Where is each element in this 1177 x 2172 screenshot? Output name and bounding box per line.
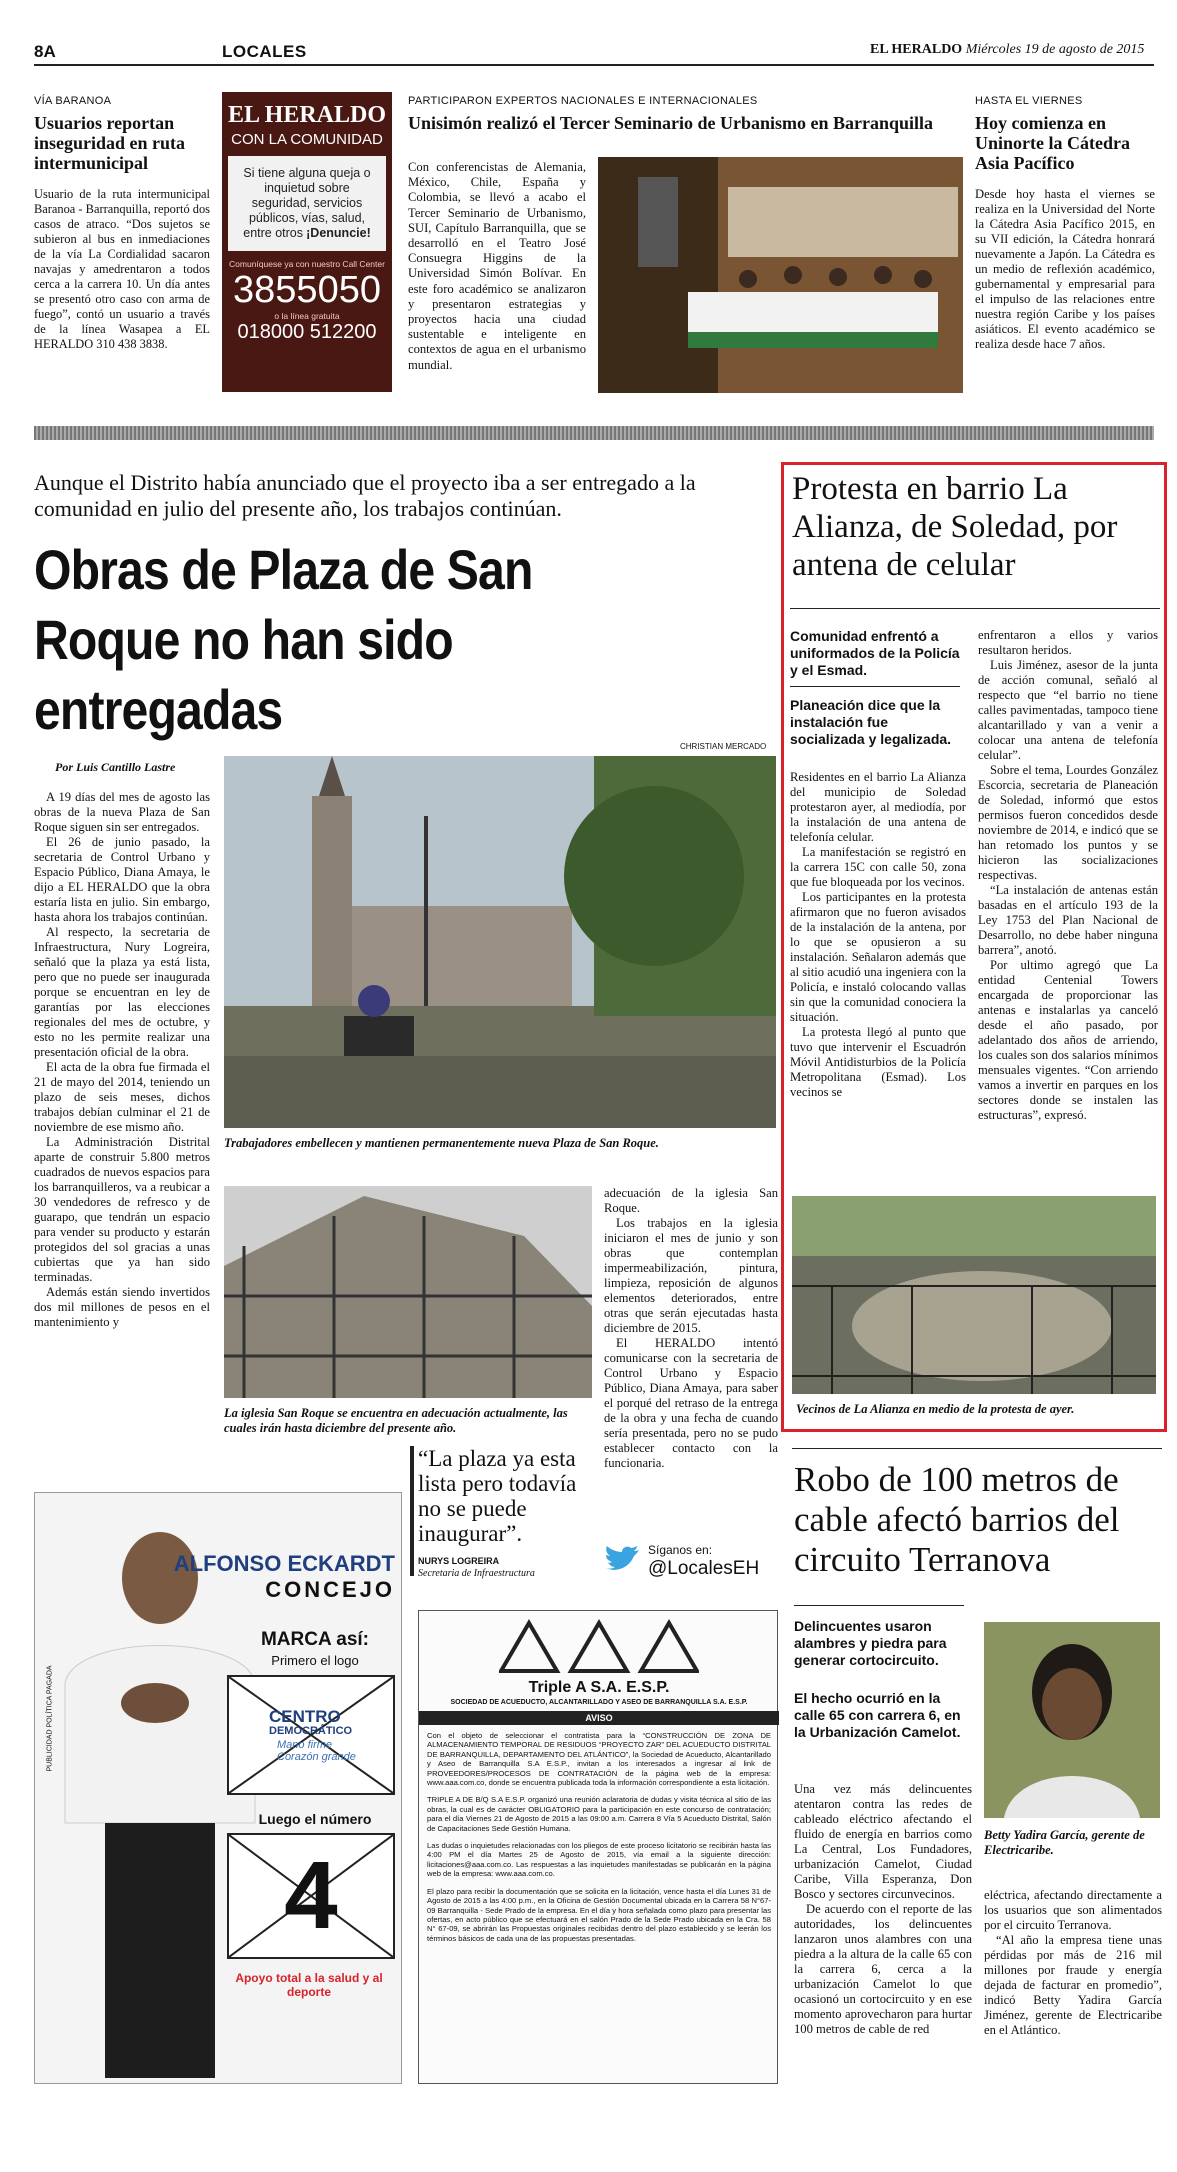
paragraph: Además están siendo invertidos dos mil millones de pesos en el mantenimiento y (34, 1285, 210, 1329)
masthead-date-line (870, 42, 1144, 58)
section-separator (34, 426, 1154, 440)
headline: Unisimón realizó el Tercer Seminario de Urbanismo en Barranquilla (408, 113, 934, 133)
seminar-photo-art (598, 157, 963, 393)
robo-sub2: El hecho ocurrió en la calle 65 con carrera 6, en la Urbanización Camelot. (794, 1690, 961, 1740)
aaa-logo-icon (499, 1619, 699, 1675)
robo-col2 (984, 1888, 1162, 2038)
page-number: 8A (34, 42, 56, 61)
paragraph: Luis Jiménez, asesor de la junta de acción comunal, señaló al respecto que “el barrio no tiene calles pavimentadas, tampoco tiene alcantarillado y van a venir a colocar una antena de telefonía celular”. (978, 658, 1158, 762)
paragraph: A 19 días del mes de agosto las obras de la nueva Plaza de San Roque siguen sin ser entregados. (34, 790, 210, 834)
kicker: HASTA EL VIERNES (975, 95, 1083, 107)
aaa-paragraph: Con el objeto de seleccionar el contratista para la “CONSTRUCCIÓN DE ZONA DE ALMACENAMIENTO TEMPORAL DE RESIDUOS “PROYECTO ZAR” DEL ACUEDUCTO DISTRITAL DE BARRANQUILLA, DEPARTAMENTO DEL ATLÁNTICO”, la Sociedad de Acueducto, Alcantarillado y Aseo de Barranquilla S.A E.S.P., invitan a los interesados a ingresar al link de PROVEEDORES/PROCESOS DE CONTRATACIÓN de la página web de la empresa: www.aaa.com.co, donde se encuentra publicada toda la información correspondiente a esta licitación. (427, 1731, 771, 1788)
protesta-photo (792, 1196, 1156, 1394)
paragraph: eléctrica, afectando directamente a los usuarios que son alimentados por el circuito Terranova. (984, 1888, 1162, 1932)
paragraph: Los trabajos en la iglesia iniciaron el mes de junio y son obras que contemplan impermeabilización, pintura, limpieza, reposición de algunos elementos deteriorados, entre otras que serán ejecutadas hasta diciembre de 2015. (604, 1216, 778, 1335)
protesta-rule (790, 608, 1160, 609)
protesta-col1 (790, 770, 966, 1100)
ad-text: Si tiene alguna queja o inquietud sobre seguridad, servicios públicos, vías, salud, entre otros (243, 166, 371, 240)
ad-title: EL HERALDO (227, 102, 387, 128)
ad-slogan1: Mano firme (277, 1739, 333, 1751)
protesta-col2 (978, 628, 1158, 1123)
ad-side-note: PUBLICIDAD POLÍTICA PAGADA (46, 1665, 54, 1772)
paragraph: “Al año la empresa tiene unas pérdidas por más de 216 mil millones por fraude y energía dejada de facturar en promedio”, indicó Betty Yadira García Jiménez, gerente de Electricaribe en el Atlántico. (984, 1933, 1162, 2037)
byline: Por Luis Cantillo Lastre (55, 760, 176, 774)
church-caption: La iglesia San Roque se encuentra en adecuación actualmente, las cuales irán hasta diciembre del presente año. (224, 1406, 568, 1435)
ad-office: CONCEJO (265, 1577, 395, 1602)
ad-political (34, 1492, 402, 2084)
ad-cta: ¡Denuncie! (306, 226, 371, 240)
brand-name: EL HERALDO (870, 42, 963, 57)
ad-party2: DEMOCRÁTICO (269, 1725, 353, 1737)
ad-marca: MARCA así: (260, 1629, 370, 1650)
paragraph: La protesta llegó al punto que tuvo que intervenir el Escuadrón Móvil Antidisturbios de la Policía Metropolitana (Esmad). Los vecinos se (790, 1025, 966, 1099)
paragraph: El 26 de junio pasado, la secretaria de Control Urbano y Espacio Público, Diana Amaya, le dijo a EL HERALDO que la obra estaría lista en julio. Sin embargo, hasta ahora los trabajos continúan. (34, 835, 210, 924)
paragraph: Por ultimo agregó que La entidad Centenial Towers encargada de proporcionar las antenas e instalarlas ya canceló desde el año pasado, por adelantado dos años de arriendo, los cuales son dos salarios mínimos mensuales vigentes. “Con arriendo vamos a invertir en parques en los sectores donde se instalen las estructuras”, expresó. (978, 958, 1158, 1122)
quote-role: Secretaria de Infraestructura (418, 1568, 535, 1579)
paragraph: El acta de la obra fue firmada el 21 de mayo del 2014, teniendo un plazo de seis meses, dichos trabajos debían culminar el 21 de noviembre de ese mismo año. (34, 1060, 210, 1134)
protesta-sub-rule (790, 686, 960, 687)
protesta-headline: Protesta en barrio La Alianza, de Soledad, por antena de celular (792, 471, 1118, 583)
aaa-paragraph: TRIPLE A DE B/Q S.A E.S.P. organizó una reunión aclaratoria de dudas y visita técnica al sitio de las obras, la cual es de carácter OBLIGATORIO para la participación en este concurso de contratación; para el día Viernes 21 de Agosto de 2015 a las 09:00 a.m. Carrera 8 Vía 5 Acueducto Distrital, Salón de Capacitaciones Sede Gestión Humana. (427, 1795, 771, 1833)
ad-heraldo-comunidad (222, 92, 392, 392)
protesta-caption: Vecinos de La Alianza en medio de la protesta de ayer. (796, 1402, 1075, 1416)
issue-date: Miércoles 19 de agosto de 2015 (965, 42, 1145, 57)
main-deck: Aunque el Distrito había anunciado que el proyecto iba a ser entregado a la comunidad en julio del presente año, los trabajos continúan. (34, 470, 696, 521)
aaa-body (427, 1731, 771, 1943)
ad-luego: Luego el número (258, 1811, 372, 1827)
church-photo (224, 1186, 592, 1398)
robo-col1 (794, 1782, 972, 2037)
ad-subtitle: CON LA COMUNIDAD (231, 131, 383, 148)
headline: Usuarios reportan inseguridad en ruta intermunicipal (34, 113, 186, 173)
kicker: PARTICIPARON EXPERTOS NACIONALES E INTERNACIONALES (408, 95, 758, 107)
header-rule (34, 64, 1154, 66)
aaa-tagline: SOCIEDAD DE ACUEDUCTO, ALCANTARILLADO Y ASEO DE BARRANQUILLA S.A. E.S.P. (450, 1699, 748, 1706)
main-headline: Obras de Plaza de San Roque no han sido entregadas (34, 538, 533, 741)
twitter-bird-icon (604, 1546, 640, 1574)
ad-text-box (228, 156, 386, 251)
paragraph: enfrentaron a ellos y varios resultaron heridos. (978, 628, 1158, 657)
photo-credit: CHRISTIAN MERCADO (680, 742, 767, 751)
pull-quote: “La plaza ya esta lista pero todavía no se puede inaugurar”. (418, 1446, 577, 1546)
seminar-photo (598, 157, 963, 393)
ad-footer: Apoyo total a la salud y al deporte (235, 1971, 383, 1999)
ad-slogan2: Corazón grande (277, 1751, 356, 1763)
paragraph: Los participantes en la protesta afirmaron que no fueron avisados de la instalación de la antena, por lo que se opusieron a su instalación. Señalaron además que al sitio acudió una ingeniera con la Policía, e instaló colocando vallas sin que la comunidad conociera la situación. (790, 890, 966, 1024)
main-col3 (604, 1186, 778, 1471)
aaa-aviso: AVISO (419, 1711, 779, 1725)
ad-call-label: Comuníquese ya con nuestro Call Center (229, 259, 385, 269)
ad-number-box (227, 1833, 395, 1959)
kicker: VÍA BARANOA (34, 95, 112, 107)
betty-caption: Betty Yadira García, gerente de Electricaribe. (984, 1828, 1145, 1857)
aaa-brand: Triple A S.A. E.S.P. (528, 1679, 670, 1696)
protesta-sub2: Planeación dice que la instalación fue socializada y legalizada. (790, 697, 952, 747)
paragraph: adecuación de la iglesia San Roque. (604, 1186, 778, 1215)
ad-primero: Primero el logo (271, 1653, 359, 1668)
paragraph: La Administración Distrital aparte de construir 5.800 metros cuadrados de nuevos espacios para los barranquilleros, va a reubicar a 30 vendedores de refresco y de guarapo, que tendrán un espacio para vender su producto y estarán protegidos del sol gracias a unas cubiertas que ya han sido terminadas. (34, 1135, 210, 1284)
story-baranoa (34, 95, 210, 352)
betty-photo-art (984, 1622, 1160, 1818)
story-body: Desde hoy hasta el viernes se realiza en la Universidad del Norte la Cátedra Asia Pacífico 2015, en su VII edición, la Cátedra honrará nuevamente a Japón. La Cátedra es un medio de reflexión académico, gubernamental y empresarial para el impulso de las relaciones entre nuestra región Caribe y los países asiáticos. El evento académico se realiza desde hace 7 años. (975, 187, 1155, 351)
paragraph: “La instalación de antenas están basadas en el artículo 193 de la Ley 1753 del Plan Nacional de Desarrollo, no debe haber ninguna barrera”, anotó. (978, 883, 1158, 957)
section-title: LOCALES (222, 42, 307, 61)
quote-rule (410, 1446, 414, 1576)
paragraph: Sobre el tema, Lourdes González Escorcia, secretaria de Planeación de Soledad, informó que estos permisos fueron concedidos desde noviembre de 2014, e indicó que se han retomado los puntos y se hicieron las socializaciones respectivas. (978, 763, 1158, 882)
aaa-paragraph: Las dudas o inquietudes relacionadas con los pliegos de este proceso licitatorio se recibirán hasta las 4:00 PM el día Martes 25 de Agosto de 2015, vía email a la siguiente dirección: licitaciones@aaa.com.co. Las respuestas a las inquietudes manifestadas se publicarán en la página web de la empresa: www.aaa.com.co. (427, 1841, 771, 1879)
story-seminario-body: Con conferencistas de Alemania, México, Chile, España y Colombia, se llevó a acabo el Tercer Seminario de Urbanismo, SUI, Capítulo Barranquilla, que se desarrolló en el Teatro José Consuegra Higgins de la Universidad Simón Bolívar. En este foro académico se analizaron y presentaron estrategias y proyectos hacia una ciudad sustentable e inteligente en contextos de agua en el urbanismo mundial. (408, 160, 586, 372)
ad-candidate-name: ALFONSO ECKARDT (173, 1551, 395, 1576)
protesta-photo-art (792, 1196, 1156, 1394)
plaza-photo (224, 756, 776, 1128)
main-col1 (34, 790, 210, 1330)
ad-phone: 3855050 (233, 269, 381, 311)
story-asia (975, 95, 1155, 352)
ad-triple-a (418, 1610, 778, 2084)
paragraph: La manifestación se registró en la carrera 15C con calle 50, zona que fue bloqueada por los vecinos. (790, 845, 966, 889)
paragraph: Al respecto, la secretaria de Infraestructura, Nury Logreira, señaló que la plaza ya está lista, pero que no puede ser inaugurada porque se encuentran en ley de garantías por las elecciones regionales del mes de octubre, y esto no les permite realizar una presentación oficial de la obra. (34, 925, 210, 1059)
robo-sub1: Delincuentes usaron alambres y piedra para generar cortocircuito. (794, 1618, 947, 1668)
robo-headline: Robo de 100 metros de cable afectó barrios del circuito Terranova (794, 1460, 1120, 1579)
ad-or-label: o la línea gratuita (274, 311, 340, 321)
robo-rule (794, 1605, 964, 1606)
robo-top-rule (792, 1448, 1162, 1449)
aaa-paragraph: El plazo para recibir la documentación que se solicita en la licitación, vence hasta el día Lunes 31 de Agosto de 2015 a las 4:00 p.m., en la Oficina de Gestión Documental ubicada en la Carrera 58 N°67-09 Barranquilla - Sede Prado de la empresa. En el día y hora señalada como plazo para presentar las ofertas, en acto público que se efectuará en el salón Prado de la Sede Prado ubicada en la Cra. 58 N° 67-09, se abrirán las Propuestas originales recibidas dentro del plazo establecido y se leerán los términos básicos de cada una de las propuestas presentadas. (427, 1886, 771, 1943)
story-body: Usuario de la ruta intermunicipal Baranoa - Barranquilla, reportó dos casos de atraco. “Dos sujetos se subieron al bus en inmediaciones de la vía La Cordialidad sacaron navajas y amedrentaron a todos cerca a la carrera 10. Un día antes se presentó otro caso con arma de fuego”, contó un usuario a través de la línea Wasapea a EL HERALDO 310 438 3838. (34, 187, 210, 351)
protesta-sub1: Comunidad enfrentó a uniformados de la Policía y el Esmad. (790, 628, 960, 678)
paragraph: Una vez más delincuentes atentaron contra las redes de cableado eléctrico afectando el fluido de energía en barrios como La Central, Los Fundadores, urbanización Camelot, Ciudad Caribe, Villa Esperanza, Don Bosco y sectores circunvecinos. (794, 1782, 972, 1901)
ad-logo-box (227, 1675, 395, 1795)
ad-number: 4 (284, 1842, 338, 1949)
social-label: Síganos en: (648, 1543, 713, 1557)
paragraph: El HERALDO intentó comunicarse con la secretaria de Control Urbano y Espacio Público, Diana Amaya, para saber el porqué del retraso de la entrega de la obra y una fecha de cuando sería presentada, pero no se pudo establecer contacto con la funcionaria. (604, 1336, 778, 1470)
church-photo-art (224, 1186, 592, 1398)
quote-name: NURYS LOGREIRA (418, 1556, 500, 1566)
headline: Hoy comienza en Uninorte la Cátedra Asia Pacífico (975, 113, 1130, 173)
paragraph: De acuerdo con el reporte de las autoridades, los delincuentes lanzaron unos alambres con una piedra a la altura de la calle 65 con la carrera 6, cerca a la urbanización Camelot lo que ocasionó un cortocircuito y en ese momento aprovecharon para hurtar 100 metros de cable de red (794, 1902, 972, 2036)
ad-party1: CENTRO (269, 1707, 341, 1726)
plaza-caption: Trabajadores embellecen y mantienen permanentemente nueva Plaza de San Roque. (224, 1136, 659, 1150)
paragraph: Residentes en el barrio La Alianza del municipio de Soledad protestaron ayer, al mediodía, por la instalación de una antena de telefonía celular. (790, 770, 966, 844)
plaza-photo-art (224, 756, 776, 1128)
story-seminario (408, 95, 964, 133)
ad-tollfree: 018000 512200 (237, 321, 377, 343)
betty-photo (984, 1622, 1160, 1818)
social-handle[interactable]: @LocalesEH (648, 1558, 760, 1579)
